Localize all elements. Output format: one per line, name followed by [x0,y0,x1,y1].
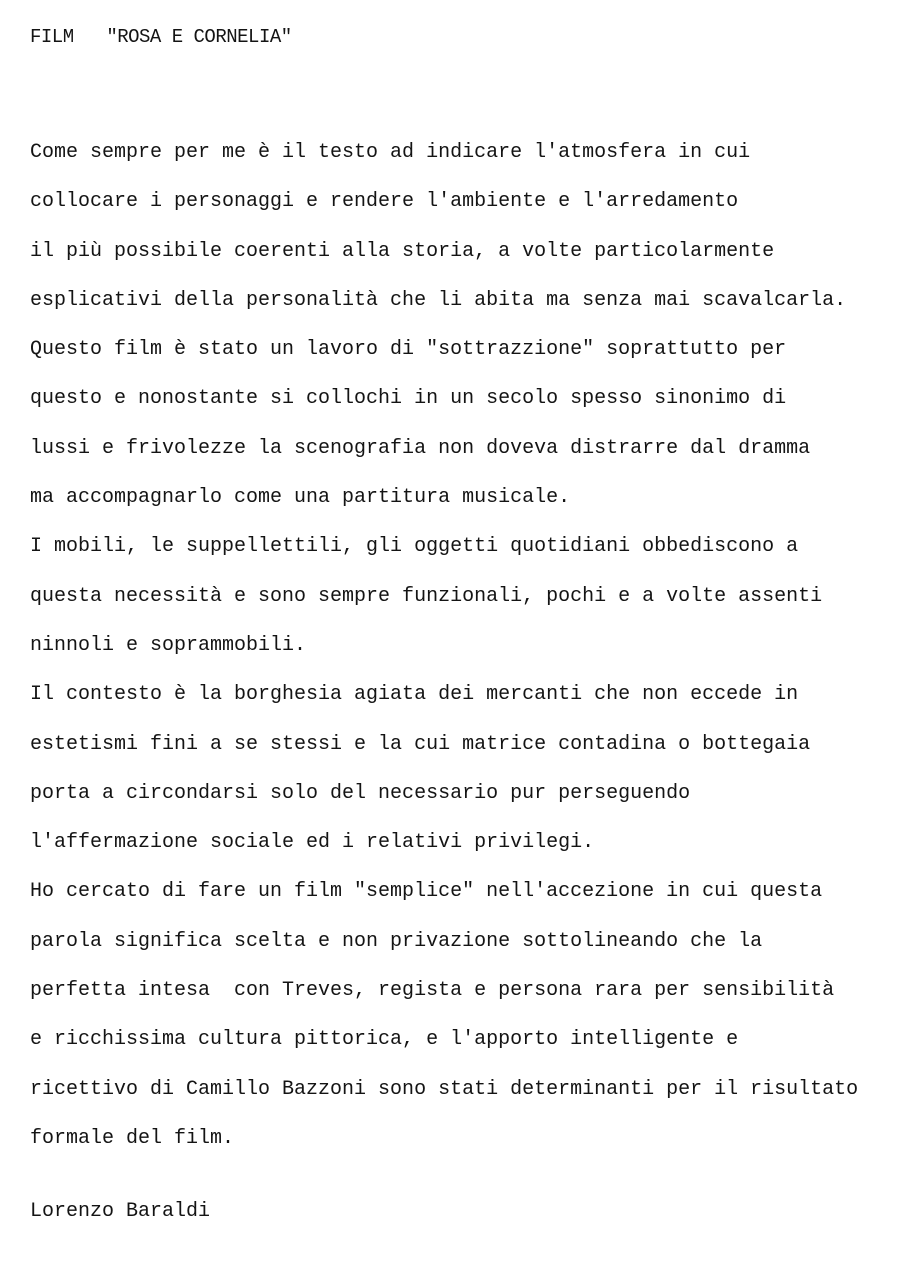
text-line: Il contesto è la borghesia agiata dei mercanti che non eccede in [30,683,799,707]
text-line: formale del film. [30,1126,235,1150]
signature-name: Lorenzo Baraldi [30,1200,211,1223]
text-line: e ricchissima cultura pittorica, e l'apporto intelligente e [30,1028,739,1052]
text-line: ninnoli e soprammobili. [30,633,307,657]
text-line: I mobili, le suppellettili, gli oggetti quotidiani obbediscono a [30,535,799,559]
text-line: parola significa scelta e non privazione sottolineando che la [30,929,763,953]
text-line: l'affermazione sociale ed i relativi privilegi. [30,831,595,855]
text-line: esplicativi della personalità che li abita ma senza mai scavalcarla. [30,288,847,312]
text-line: estetismi fini a se stessi e la cui matrice contadina o bottegaia [30,732,811,756]
text-line: il più possibile coerenti alla storia, a volte particolarmente [30,239,775,263]
text-line: collocare i personaggi e rendere l'ambiente e l'arredamento [30,190,739,214]
text-line: Ho cercato di fare un film "semplice" nell'accezione in cui questa [30,880,823,904]
text-line: ricettivo di Camillo Bazzoni sono stati determinanti per il risultato [30,1077,859,1101]
text-line: lussi e frivolezze la scenografia non doveva distrarre dal dramma [30,436,811,460]
text-line: questa necessità e sono sempre funzionali, pochi e a volte assenti [30,584,823,608]
text-line: Come sempre per me è il testo ad indicare l'atmosfera in cui [30,141,751,164]
text-line: perfetta intesa con Treves, regista e persona rara per sensibilità [30,979,835,1003]
document-body [30,128,890,1163]
text-line: ma accompagnarlo come una partitura musicale. [30,486,571,510]
document-title: FILM "ROSA E CORNELIA" [30,26,292,48]
text-line: Questo film è stato un lavoro di "sottrazzione" soprattutto per [30,338,787,362]
text-line: questo e nonostante si collochi in un secolo spesso sinonimo di [30,387,787,411]
text-line: porta a circondarsi solo del necessario pur perseguendo [30,781,691,805]
